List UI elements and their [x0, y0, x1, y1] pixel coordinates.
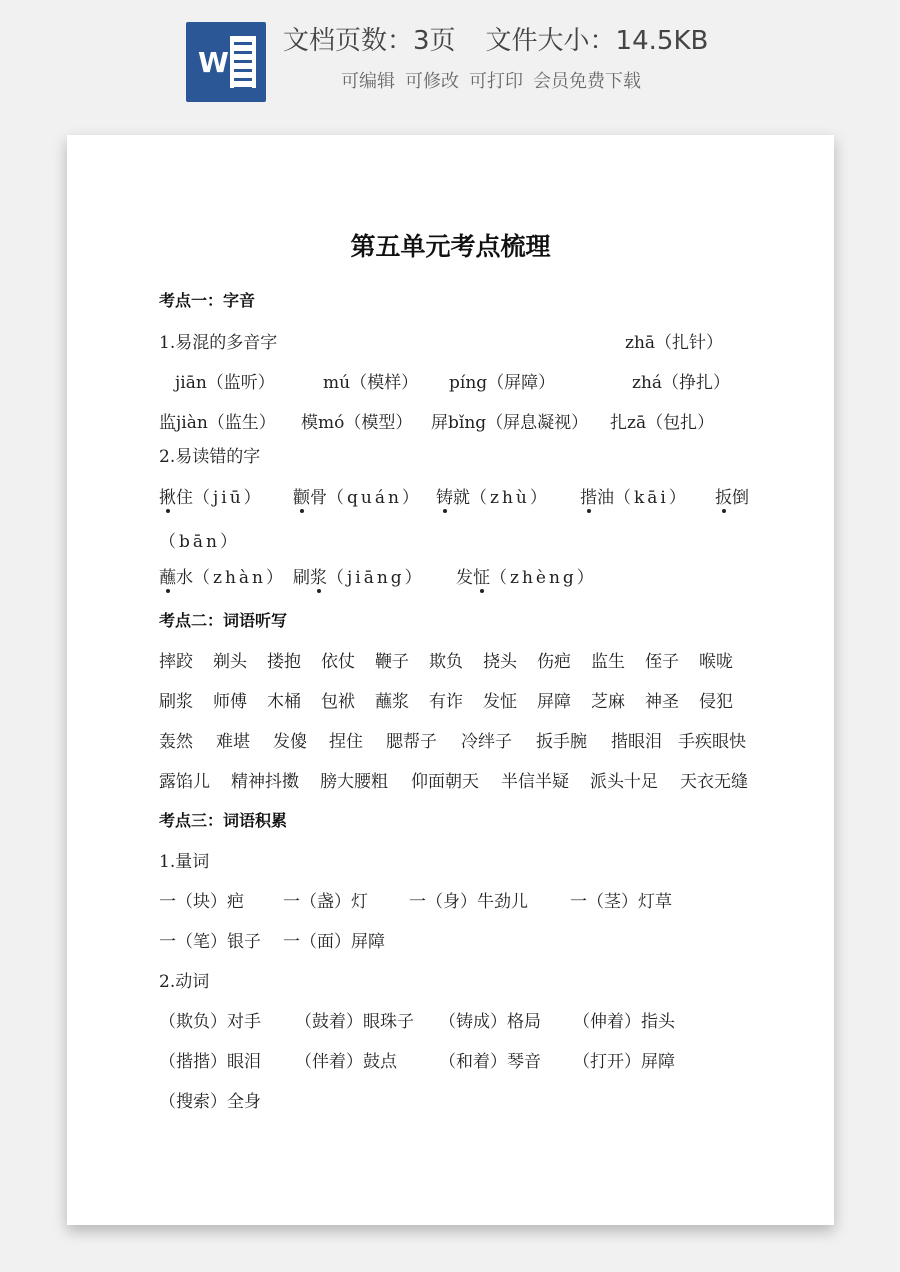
- vocab-word: 摔跤: [159, 652, 193, 672]
- verb-phrase: （搜索）全身: [159, 1092, 261, 1112]
- pinyin-wrapped: （bān）: [159, 532, 240, 552]
- word-letter: W: [198, 46, 229, 79]
- dotted-char: 揪: [159, 488, 176, 508]
- vocab-word: 手疾眼快: [678, 732, 746, 752]
- vocab-word: 屏障: [537, 692, 571, 712]
- file-size: 文件大小：14.5KB: [485, 26, 709, 56]
- misread-item: [159, 563, 286, 588]
- document-lines-icon: [230, 36, 256, 88]
- word-rest: 就: [453, 488, 470, 508]
- verb-phrase: （打开）屏障: [573, 1052, 675, 1072]
- verb-phrase: （铸成）格局: [439, 1012, 541, 1032]
- subheading-misread: 2.易读错的字: [159, 447, 261, 467]
- verb-phrase: （欺负）对手: [159, 1012, 261, 1032]
- vocab-word: 轰然: [159, 732, 193, 752]
- vocab-word: 腮帮子: [386, 732, 437, 752]
- pinyin: （quán）: [327, 488, 422, 508]
- section-heading-pronunciation: 考点一：字音: [159, 291, 256, 310]
- document-title: 第五单元考点梳理: [350, 232, 551, 261]
- word-document-icon: [186, 22, 266, 102]
- vocab-word: 师傅: [213, 692, 247, 712]
- pinyin: （zhù）: [470, 488, 550, 508]
- measure-word: 一（面）屏障: [283, 932, 385, 952]
- char-bing: 屏: [431, 413, 448, 433]
- document-page: [67, 135, 834, 1225]
- vocab-word: 发傻: [273, 732, 307, 752]
- word-rest: 油: [597, 488, 614, 508]
- vocab-word: 派头十足: [590, 772, 658, 792]
- download-header: [0, 0, 900, 115]
- vocab-word: 露馅儿: [159, 772, 210, 792]
- misread-item: [580, 483, 689, 508]
- vocab-word: 伤疤: [537, 652, 571, 672]
- word-rest: 骨: [310, 488, 327, 508]
- vocab-word: 依仗: [321, 652, 355, 672]
- vocab-word: 芝麻: [591, 692, 625, 712]
- word-pre: 发: [456, 568, 473, 588]
- vocab-word: 扳手腕: [536, 732, 587, 752]
- vocab-word: 捏住: [329, 732, 363, 752]
- polyphone-za1: zā（包扎）: [627, 413, 715, 433]
- vocab-word: 木桶: [267, 692, 301, 712]
- vocab-word: 鞭子: [375, 652, 409, 672]
- vocab-word: 精神抖擞: [231, 772, 299, 792]
- word-rest: 住: [176, 488, 193, 508]
- vocab-word: 膀大腰粗: [320, 772, 388, 792]
- feature-list: [341, 67, 641, 93]
- dotted-char: 怔: [473, 568, 490, 588]
- polyphone-row-3b: [301, 408, 412, 433]
- misread-item: [293, 563, 425, 588]
- polyphone-jian4: jiàn（监生）: [176, 413, 276, 433]
- vocab-word: 喉咙: [699, 652, 733, 672]
- misread-item: [159, 483, 264, 508]
- pinyin: （kāi）: [614, 488, 689, 508]
- subheading-polyphones: 1.易混的多音字: [159, 333, 278, 353]
- subheading-measure-words: 1.量词: [159, 852, 210, 872]
- feature-printable: 可打印: [469, 71, 523, 92]
- misread-item: [456, 563, 597, 588]
- word-rest: 水: [176, 568, 193, 588]
- vocab-word: 侵犯: [699, 692, 733, 712]
- dotted-char: 揩: [580, 488, 597, 508]
- polyphone-jian1: jiān（监听）: [175, 373, 275, 393]
- vocab-word: 刷浆: [159, 692, 193, 712]
- measure-word: 一（盏）灯: [283, 892, 368, 912]
- char-za: 扎: [610, 413, 627, 433]
- measure-word: 一（身）牛劲儿: [409, 892, 528, 912]
- polyphone-zha2: zhá（挣扎）: [632, 373, 731, 393]
- verb-phrase: （伴着）鼓点: [295, 1052, 397, 1072]
- misread-item: [715, 483, 749, 508]
- vocab-word: 神圣: [645, 692, 679, 712]
- feature-member-free: 会员免费下载: [533, 71, 641, 92]
- polyphone-row-3: [159, 408, 276, 433]
- page-count: 文档页数：3页: [283, 26, 456, 56]
- vocab-word: 仰面朝天: [411, 772, 479, 792]
- misread-item: [293, 483, 422, 508]
- verb-phrase: （伸着）指头: [573, 1012, 675, 1032]
- vocab-word: 剃头: [213, 652, 247, 672]
- vocab-word: 发怔: [483, 692, 517, 712]
- dotted-char: 颧: [293, 488, 310, 508]
- verb-phrase: （和着）琴音: [439, 1052, 541, 1072]
- polyphone-zha1: zhā（扎针）: [625, 333, 724, 353]
- file-info: [283, 20, 708, 57]
- polyphone-mo2: mó（模型）: [318, 413, 413, 433]
- char-jian: 监: [159, 413, 176, 433]
- polyphone-row-3d: [610, 408, 714, 433]
- polyphone-mu2: mú（模样）: [323, 373, 419, 393]
- dotted-char: 蘸: [159, 568, 176, 588]
- dotted-char: 扳: [715, 488, 732, 508]
- pinyin: （jiāng）: [327, 568, 425, 588]
- feature-editable: 可编辑: [341, 71, 395, 92]
- vocab-word: 半信半疑: [501, 772, 569, 792]
- subheading-verbs: 2.动词: [159, 972, 210, 992]
- verb-phrase: （揩揩）眼泪: [159, 1052, 261, 1072]
- char-mo: 模: [301, 413, 318, 433]
- vocab-word: 难堪: [216, 732, 250, 752]
- section-heading-accumulation: 考点三：词语积累: [159, 811, 288, 830]
- measure-word: 一（笔）银子: [159, 932, 261, 952]
- word-rest: 倒: [732, 488, 749, 508]
- vocab-word: 搂抱: [267, 652, 301, 672]
- pinyin: （zhèng）: [490, 568, 597, 588]
- word-pre: 刷: [293, 568, 310, 588]
- vocab-word: 有诈: [429, 692, 463, 712]
- section-heading-dictation: 考点二：词语听写: [159, 611, 288, 630]
- vocab-word: 侄子: [645, 652, 679, 672]
- vocab-word: 蘸浆: [375, 692, 409, 712]
- vocab-word: 挠头: [483, 652, 517, 672]
- vocab-word: 冷绊子: [461, 732, 512, 752]
- polyphone-bing3: bǐng（屏息凝视）: [448, 413, 589, 433]
- polyphone-row-3c: [431, 408, 588, 433]
- vocab-word: 揩眼泪: [611, 732, 662, 752]
- dotted-char: 浆: [310, 568, 327, 588]
- vocab-word: 包袱: [321, 692, 355, 712]
- measure-word: 一（块）疤: [159, 892, 244, 912]
- vocab-word: 天衣无缝: [680, 772, 748, 792]
- verb-phrase: （鼓着）眼珠子: [295, 1012, 414, 1032]
- dotted-char: 铸: [436, 488, 453, 508]
- measure-word: 一（茎）灯草: [570, 892, 672, 912]
- misread-item: [436, 483, 550, 508]
- vocab-word: 欺负: [429, 652, 463, 672]
- vocab-word: 监生: [591, 652, 625, 672]
- feature-modifiable: 可修改: [405, 71, 459, 92]
- pinyin: （jiū）: [193, 488, 264, 508]
- pinyin: （zhàn）: [193, 568, 286, 588]
- polyphone-ping2: píng（屏障）: [449, 373, 556, 393]
